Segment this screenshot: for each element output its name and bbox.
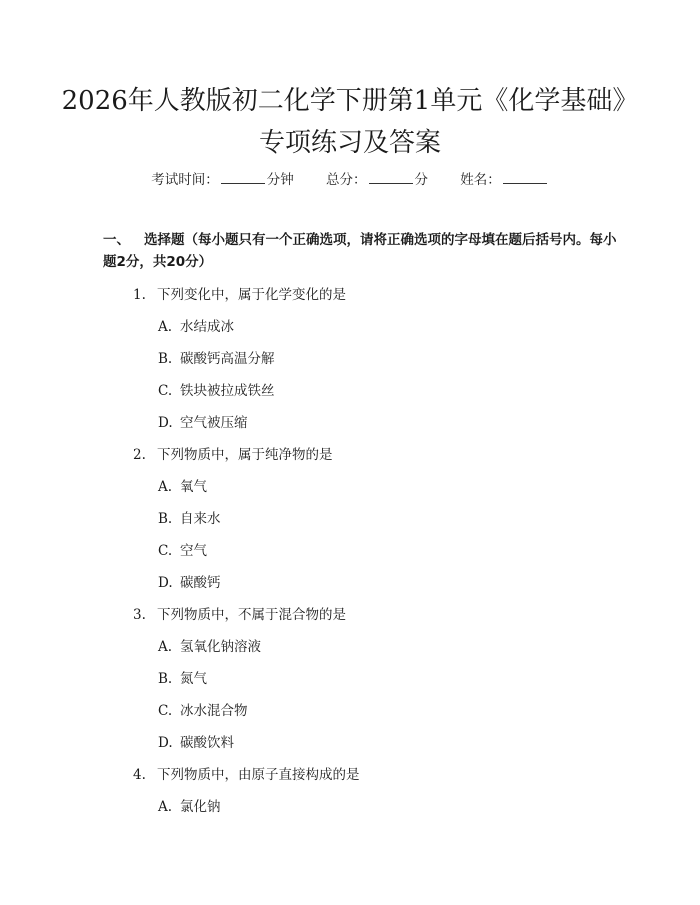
option-text: 氯化钠 [180, 799, 221, 815]
answer-option [158, 635, 261, 655]
option-letter: D. [158, 735, 173, 751]
option-letter: B. [158, 351, 173, 367]
total-score-label: 总分： [326, 172, 367, 188]
total-score-unit: 分 [414, 172, 428, 188]
answer-option [158, 411, 248, 431]
answer-option [158, 379, 275, 399]
option-letter: D. [158, 575, 173, 591]
question-number: 2. [133, 447, 146, 463]
option-text: 碳酸钙高温分解 [180, 351, 275, 367]
option-letter: A. [158, 319, 173, 335]
exam-time-field [151, 172, 298, 188]
question-text: 下列变化中，属于化学变化的是 [157, 287, 346, 303]
option-text: 氧气 [180, 479, 207, 495]
question-text: 下列物质中，不属于混合物的是 [157, 607, 346, 623]
section-number: 一、 [103, 232, 130, 248]
option-letter: C. [158, 543, 173, 559]
option-letter: C. [158, 383, 173, 399]
option-text: 空气 [180, 543, 207, 559]
question-stem [133, 603, 346, 623]
answer-option [158, 571, 221, 591]
option-letter: D. [158, 415, 173, 431]
answer-option [158, 699, 248, 719]
option-text: 铁块被拉成铁丝 [180, 383, 275, 399]
exam-info-line [0, 168, 700, 188]
option-letter: A. [158, 479, 173, 495]
document-title: 2026年人教版初二化学下册第1单元《化学基础》专项练习及答案 [61, 86, 639, 158]
answer-option [158, 539, 207, 559]
option-text: 水结成冰 [180, 319, 234, 335]
student-name-field [460, 172, 549, 188]
option-text: 自来水 [180, 511, 221, 527]
answer-option [158, 795, 221, 815]
option-text: 碳酸钙 [180, 575, 221, 591]
option-letter: A. [158, 799, 173, 815]
section-heading [103, 229, 623, 273]
student-name-label: 姓名： [460, 172, 501, 188]
answer-option [158, 667, 207, 687]
question-number: 1. [133, 287, 146, 303]
section-instructions: 选择题（每小题只有一个正确选项，请将正确选项的字母填在题后括号内。每小题2分，共20分） [103, 232, 617, 270]
question-stem [133, 763, 360, 783]
option-letter: B. [158, 671, 173, 687]
option-letter: C. [158, 703, 173, 719]
answer-option [158, 731, 234, 751]
option-letter: B. [158, 511, 173, 527]
question-stem [133, 283, 346, 303]
option-text: 碳酸饮料 [180, 735, 234, 751]
answer-option [158, 507, 221, 527]
question-text: 下列物质中，属于纯净物的是 [157, 447, 333, 463]
total-score-field [326, 172, 432, 188]
student-name-blank [503, 171, 547, 184]
option-letter: A. [158, 639, 173, 655]
answer-option [158, 475, 207, 495]
option-text: 冰水混合物 [180, 703, 248, 719]
exam-time-label: 考试时间： [151, 172, 219, 188]
option-text: 氢氧化钠溶液 [180, 639, 261, 655]
answer-option [158, 347, 275, 367]
question-number: 3. [133, 607, 146, 623]
option-text: 空气被压缩 [180, 415, 248, 431]
question-number: 4. [133, 767, 146, 783]
option-text: 氮气 [180, 671, 207, 687]
answer-option [158, 315, 234, 335]
total-score-blank [369, 171, 413, 184]
question-text: 下列物质中，由原子直接构成的是 [157, 767, 360, 783]
exam-time-unit: 分钟 [266, 172, 294, 188]
question-stem [133, 443, 333, 463]
exam-time-blank [221, 171, 265, 184]
